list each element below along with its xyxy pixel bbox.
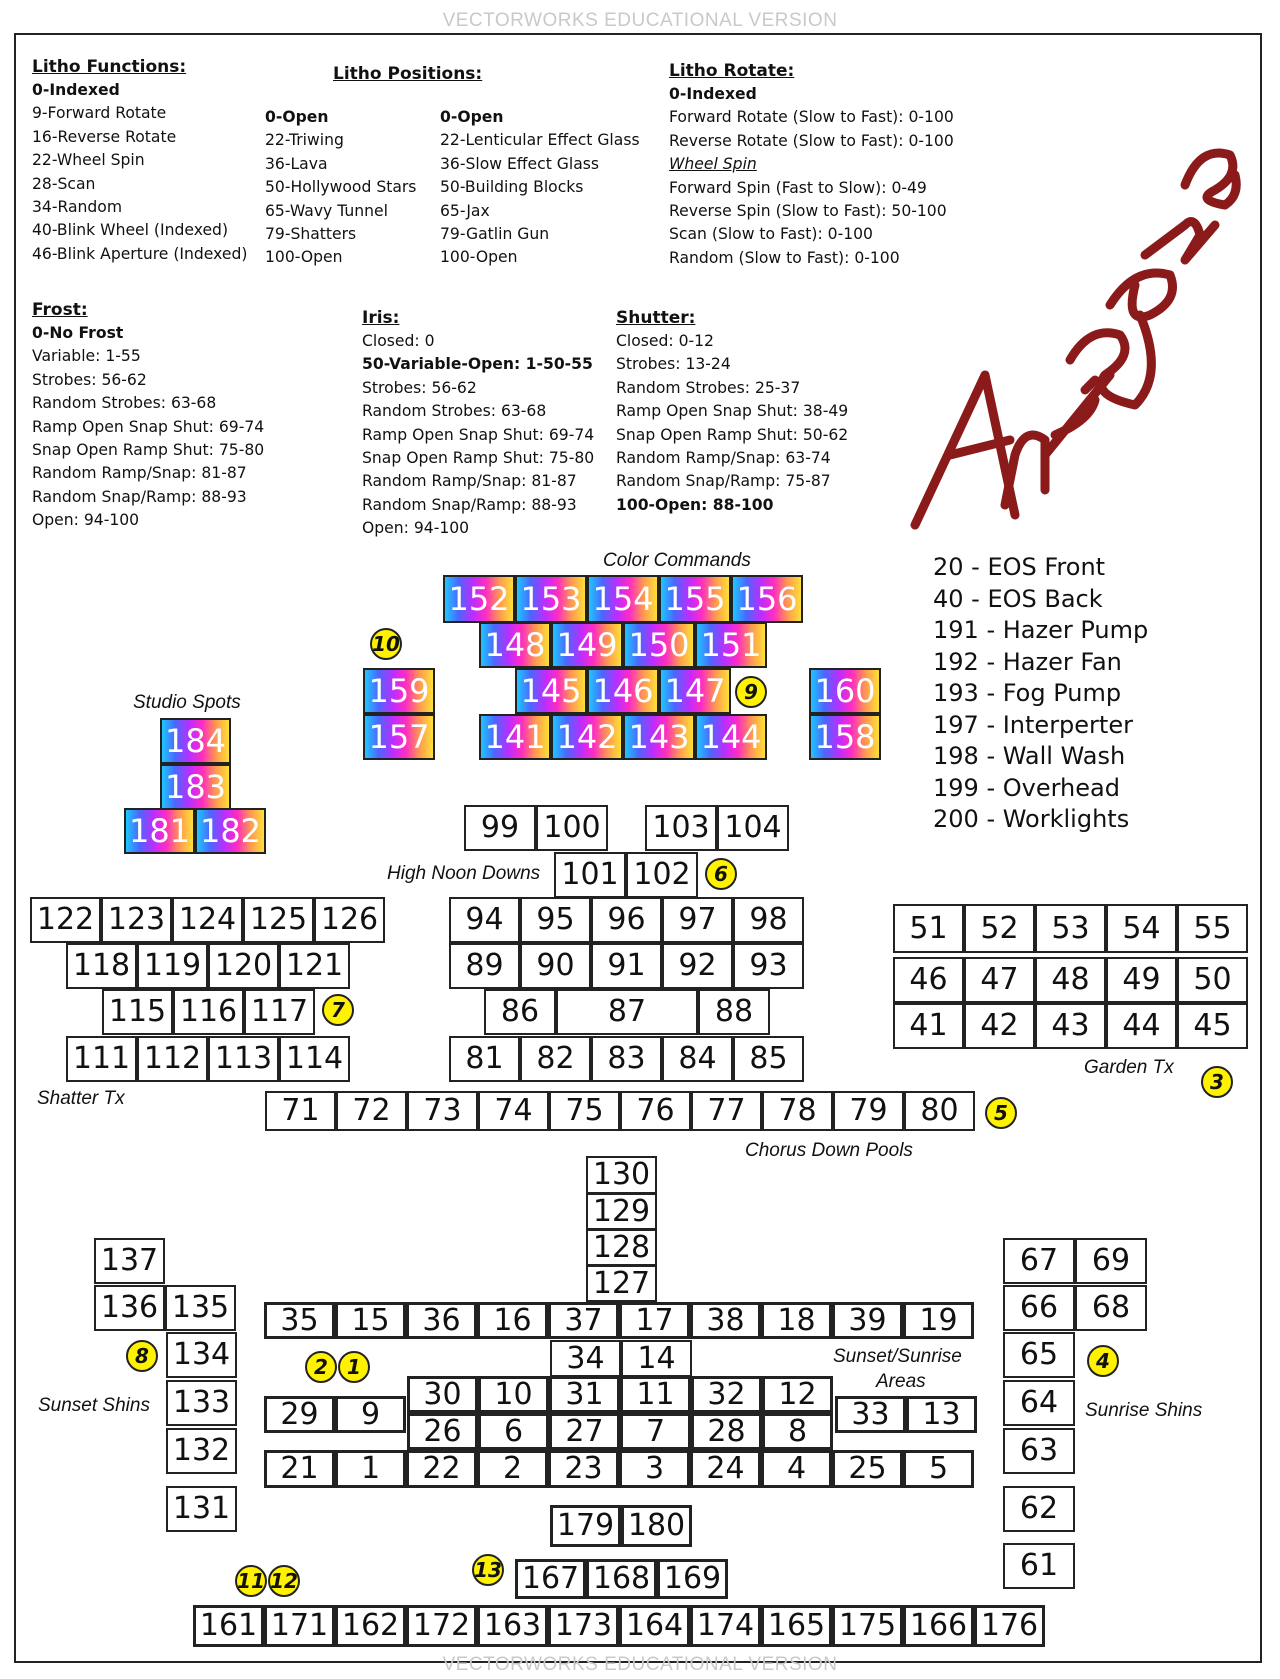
channel-cell: 43	[1035, 1003, 1106, 1049]
channel-cell: 83	[591, 1036, 662, 1082]
list-item: Snap Open Ramp Shut: 50-62	[616, 425, 849, 444]
channel-cell: 85	[733, 1036, 804, 1082]
channel-cell: 46	[893, 957, 964, 1003]
channel-cell: 149	[551, 622, 623, 668]
list-item: Ramp Open Snap Shut: 69-74	[362, 425, 595, 444]
channel-cell: 162	[335, 1605, 406, 1647]
litho-functions-title: Litho Functions:	[32, 57, 187, 77]
list-item: 100-Open	[440, 248, 518, 267]
channel-cell: 47	[964, 957, 1035, 1003]
channel-cell: 124	[172, 897, 243, 943]
channel-cell: 16	[477, 1302, 548, 1339]
list-item: 22-Lenticular Effect Glass	[440, 131, 640, 150]
channel-cell: 82	[520, 1036, 591, 1082]
channel-cell: 53	[1035, 904, 1106, 953]
channel-cell: 3	[619, 1450, 690, 1488]
frost-title: Frost:	[32, 300, 88, 320]
channel-cell: 115	[102, 989, 173, 1035]
channel-cell: 87	[556, 989, 698, 1035]
channel-cell: 79	[833, 1091, 904, 1131]
channel-cell: 11	[620, 1376, 691, 1413]
frost-section	[32, 298, 264, 533]
list-item: 50-Building Blocks	[440, 178, 584, 197]
channel-cell: 167	[515, 1559, 586, 1599]
channel-cell: 51	[893, 904, 964, 953]
list-item: Variable: 1-55	[32, 347, 141, 366]
channel-cell: 29	[264, 1396, 335, 1433]
channel-cell: 173	[548, 1605, 619, 1647]
channel-cell: 15	[335, 1302, 406, 1339]
channel-cell: 66	[1003, 1285, 1075, 1331]
list-item: Closed: 0-12	[616, 332, 714, 350]
channel-cell: 65	[1003, 1332, 1075, 1378]
channel-cell: 2	[477, 1450, 548, 1488]
channel-cell: 122	[30, 897, 101, 943]
channel-cell: 99	[464, 805, 536, 851]
number-badge: 8	[126, 1340, 158, 1372]
channel-cell: 37	[548, 1302, 619, 1339]
channel-cell: 166	[903, 1605, 974, 1647]
channel-cell: 113	[208, 1036, 279, 1082]
channel-cell: 30	[407, 1376, 478, 1413]
list-item: Scan (Slow to Fast): 0-100	[669, 225, 873, 244]
watermark-top: VECTORWORKS EDUCATIONAL VERSION	[442, 10, 838, 31]
channel-cell: 48	[1035, 957, 1106, 1003]
list-item: 22-Triwing	[265, 131, 344, 150]
shutter-bold-item: 100-Open: 88-100	[616, 495, 774, 514]
list-item: Snap Open Ramp Shut: 75-80	[32, 441, 265, 460]
channel-cell: 33	[835, 1396, 906, 1433]
list-item: 9-Forward Rotate	[32, 104, 167, 123]
channel-cell: 27	[549, 1413, 620, 1450]
watermark-bottom: VECTORWORKS EDUCATIONAL VERSION	[442, 1654, 838, 1675]
channel-cell: 95	[520, 897, 591, 943]
channel-cell: 129	[586, 1193, 657, 1230]
channel-cell: 120	[208, 943, 279, 989]
list-item: Random Ramp/Snap: 81-87	[362, 472, 577, 491]
channel-cell: 146	[587, 668, 659, 714]
number-badge: 5	[985, 1097, 1017, 1129]
channel-cell: 97	[662, 897, 733, 943]
list-item: Snap Open Ramp Shut: 75-80	[362, 449, 595, 468]
list-item: Forward Rotate (Slow to Fast): 0-100	[669, 108, 954, 127]
channel-cell: 61	[1003, 1543, 1075, 1589]
number-badge: 3	[1201, 1066, 1233, 1098]
channel-cell: 183	[160, 764, 231, 810]
list-item: Open: 94-100	[362, 519, 470, 538]
channel-cell: 36	[406, 1302, 477, 1339]
channel-cell: 64	[1003, 1380, 1075, 1426]
channel-cell: 88	[698, 989, 770, 1035]
label-sunrise-shins: Sunrise Shins	[1085, 1400, 1203, 1421]
channel-cell: 14	[621, 1340, 692, 1377]
iris-section	[362, 306, 594, 541]
channel-cell: 91	[591, 943, 662, 989]
channel-cell: 159	[363, 668, 435, 714]
channel-cell: 72	[336, 1091, 407, 1131]
list-item: Random Ramp/Snap: 63-74	[616, 449, 831, 468]
channel-cell: 160	[809, 668, 881, 714]
channel-cell: 34	[550, 1340, 621, 1377]
litho-rotate-title: Litho Rotate:	[669, 61, 795, 81]
number-badge: 7	[322, 994, 354, 1026]
antigone-signature	[895, 75, 1255, 555]
channel-cell: 141	[479, 714, 551, 760]
channel-cell: 52	[964, 904, 1035, 953]
channel-cell: 101	[554, 852, 626, 898]
channel-cell: 169	[657, 1559, 728, 1599]
channel-cell: 130	[586, 1156, 657, 1194]
channel-cell: 161	[193, 1605, 264, 1647]
number-badge: 9	[735, 676, 767, 708]
list-item: 100-Open	[265, 248, 343, 267]
litho-functions-default: 0-Indexed	[32, 81, 120, 99]
list-item: Reverse Rotate (Slow to Fast): 0-100	[669, 131, 954, 150]
litho-positions-col2-default: 0-Open	[440, 108, 504, 126]
channel-cell: 63	[1003, 1428, 1075, 1474]
frost-default: 0-No Frost	[32, 324, 124, 342]
channel-cell: 96	[591, 897, 662, 943]
channel-cell: 180	[621, 1505, 692, 1547]
list-item: Random Snap/Ramp: 75-87	[616, 472, 831, 491]
channel-cell: 116	[173, 989, 244, 1035]
litho-positions-col2	[440, 106, 640, 270]
channel-cell: 68	[1075, 1285, 1147, 1331]
channel-cell: 123	[101, 897, 172, 943]
channel-cell: 74	[478, 1091, 549, 1131]
channel-cell: 55	[1177, 904, 1248, 953]
channel-cell: 155	[659, 575, 731, 623]
litho-rotate-default: 0-Indexed	[669, 85, 757, 103]
label-studio-spots: Studio Spots	[133, 692, 241, 713]
list-item: 28-Scan	[32, 174, 96, 193]
channel-cell: 147	[659, 668, 731, 714]
number-badge: 11	[235, 1565, 267, 1597]
list-item: 34-Random	[32, 198, 123, 217]
channel-cell: 39	[832, 1302, 903, 1339]
legend-item: 200 - Worklights	[933, 805, 1130, 833]
channel-cell: 136	[94, 1285, 165, 1331]
list-item: Strobes: 56-62	[362, 378, 477, 397]
channel-cell: 175	[832, 1605, 903, 1647]
litho-functions-section	[32, 55, 247, 266]
channel-cell: 31	[549, 1376, 620, 1413]
legend-item: 20 - EOS Front	[933, 553, 1106, 581]
list-item: 36-Slow Effect Glass	[440, 154, 600, 173]
channel-cell: 181	[124, 808, 195, 854]
list-item: 65-Jax	[440, 201, 490, 220]
label-shatter: Shatter Tx	[37, 1088, 125, 1109]
channel-cell: 5	[903, 1450, 974, 1488]
channel-cell: 92	[662, 943, 733, 989]
list-item: Closed: 0	[362, 332, 435, 350]
channel-cell: 102	[626, 852, 698, 898]
channel-cell: 12	[762, 1376, 833, 1413]
channel-cell: 54	[1106, 904, 1177, 953]
channel-cell: 13	[906, 1396, 977, 1433]
channel-cell: 172	[406, 1605, 477, 1647]
label-chorus: Chorus Down Pools	[745, 1140, 913, 1161]
channel-cell: 1	[335, 1450, 406, 1488]
channel-cell: 157	[363, 714, 435, 760]
list-item: Random Strobes: 63-68	[362, 402, 547, 421]
channel-cell: 28	[691, 1413, 762, 1450]
label-garden: Garden Tx	[1084, 1057, 1174, 1078]
list-item: 79-Gatlin Gun	[440, 225, 550, 244]
channel-cell: 7	[620, 1413, 691, 1450]
channel-cell: 145	[515, 668, 587, 714]
label-areas: Areas	[876, 1371, 926, 1392]
list-item: 79-Shatters	[265, 225, 357, 244]
channel-cell: 89	[449, 943, 520, 989]
channel-cell: 98	[733, 897, 804, 943]
channel-cell: 45	[1177, 1003, 1248, 1049]
iris-title: Iris:	[362, 308, 400, 328]
channel-cell: 121	[279, 943, 350, 989]
number-badge: 6	[705, 858, 737, 890]
channel-cell: 19	[903, 1302, 974, 1339]
legend-item: 199 - Overhead	[933, 773, 1120, 802]
number-badge: 2	[305, 1351, 337, 1383]
channel-cell: 151	[695, 622, 767, 668]
list-item: Strobes: 13-24	[616, 355, 731, 374]
list-item: Ramp Open Snap Shut: 38-49	[616, 402, 849, 421]
channel-cell: 111	[66, 1036, 137, 1082]
channel-cell: 23	[548, 1450, 619, 1488]
channel-cell: 67	[1003, 1238, 1075, 1284]
label-sunset-shins: Sunset Shins	[38, 1395, 150, 1416]
channel-cell: 86	[484, 989, 556, 1035]
legend-item: 192 - Hazer Fan	[933, 647, 1122, 676]
channel-cell: 125	[243, 897, 314, 943]
channel-cell: 76	[620, 1091, 691, 1131]
channel-cell: 135	[165, 1285, 236, 1331]
channel-cell: 38	[690, 1302, 761, 1339]
channel-cell: 112	[137, 1036, 208, 1082]
channel-cell: 35	[264, 1302, 335, 1339]
channel-cell: 21	[264, 1450, 335, 1488]
list-item: Strobes: 56-62	[32, 370, 147, 389]
channel-cell: 132	[166, 1428, 237, 1474]
channel-cell: 93	[733, 943, 804, 989]
channel-cell: 73	[407, 1091, 478, 1131]
channel-cell: 75	[549, 1091, 620, 1131]
channel-cell: 174	[690, 1605, 761, 1647]
channel-cell: 90	[520, 943, 591, 989]
list-item: 22-Wheel Spin	[32, 151, 145, 170]
legend-item: 193 - Fog Pump	[933, 679, 1122, 707]
number-badge: 10	[370, 628, 402, 660]
list-item: 16-Reverse Rotate	[32, 127, 177, 146]
channel-cell: 133	[166, 1380, 237, 1426]
channel-cell: 114	[279, 1036, 350, 1082]
channel-cell: 100	[536, 805, 608, 851]
channel-cell: 77	[691, 1091, 762, 1131]
channel-cell: 134	[166, 1332, 237, 1378]
channel-cell: 118	[66, 943, 137, 989]
shutter-section	[616, 306, 848, 517]
legend-item: 197 - Interperter	[933, 710, 1133, 739]
list-item: Random Strobes: 25-37	[616, 378, 801, 397]
litho-positions-title: Litho Positions:	[333, 64, 483, 84]
list-item: Random (Slow to Fast): 0-100	[669, 248, 900, 267]
list-item: Forward Spin (Fast to Slow): 0-49	[669, 178, 927, 197]
list-item: 46-Blink Aperture (Indexed)	[32, 244, 248, 263]
channel-cell: 103	[645, 805, 717, 851]
list-item: 65-Wavy Tunnel	[265, 201, 388, 220]
channel-cell: 71	[265, 1091, 336, 1131]
channel-cell: 6	[478, 1413, 549, 1450]
shutter-title: Shutter:	[616, 308, 696, 328]
channel-cell: 10	[478, 1376, 549, 1413]
legend-item: 191 - Hazer Pump	[933, 616, 1149, 644]
channel-cell: 81	[449, 1036, 520, 1082]
iris-bold-item: 50-Variable-Open: 1-50-55	[362, 355, 593, 374]
list-item: Random Strobes: 63-68	[32, 394, 217, 413]
channel-cell: 4	[761, 1450, 832, 1488]
channel-cell: 8	[762, 1413, 833, 1450]
list-item: Random Ramp/Snap: 81-87	[32, 464, 247, 483]
channel-cell: 62	[1003, 1486, 1075, 1532]
channel-cell: 156	[731, 575, 803, 623]
channel-cell: 26	[407, 1413, 478, 1450]
litho-rotate-subtitle: Wheel Spin	[669, 155, 757, 174]
channel-cell: 164	[619, 1605, 690, 1647]
channel-cell: 182	[195, 808, 266, 854]
label-color-commands: Color Commands	[603, 550, 751, 571]
channel-cell: 80	[904, 1091, 975, 1131]
channel-cell: 69	[1075, 1238, 1147, 1284]
channel-cell: 142	[551, 714, 623, 760]
list-item: 36-Lava	[265, 154, 328, 173]
channel-cell: 152	[443, 575, 515, 623]
channel-cell: 41	[893, 1003, 964, 1049]
list-item: Ramp Open Snap Shut: 69-74	[32, 417, 265, 436]
channel-cell: 158	[809, 714, 881, 760]
number-badge: 13	[472, 1554, 504, 1586]
channel-cell: 32	[691, 1376, 762, 1413]
channel-cell: 137	[94, 1238, 165, 1284]
list-item: Random Snap/Ramp: 88-93	[362, 495, 577, 514]
channel-cell: 179	[550, 1505, 621, 1547]
channel-cell: 78	[762, 1091, 833, 1131]
channel-cell: 165	[761, 1605, 832, 1647]
channel-cell: 153	[515, 575, 587, 623]
channel-cell: 171	[264, 1605, 335, 1647]
channel-cell: 18	[761, 1302, 832, 1339]
channel-cell: 24	[690, 1450, 761, 1488]
label-sunset-sunrise: Sunset/Sunrise	[833, 1346, 962, 1367]
channel-cell: 84	[662, 1036, 733, 1082]
litho-positions-col1	[265, 106, 416, 270]
channel-cell: 176	[974, 1605, 1045, 1647]
list-item: Reverse Spin (Slow to Fast): 50-100	[669, 202, 947, 221]
channel-cell: 126	[314, 897, 385, 943]
channel-cell: 50	[1177, 957, 1248, 1003]
channel-cell: 143	[623, 714, 695, 760]
channel-cell: 127	[586, 1265, 657, 1302]
number-badge: 1	[338, 1351, 370, 1383]
channel-cell: 119	[137, 943, 208, 989]
channel-cell: 44	[1106, 1003, 1177, 1049]
list-item: 50-Hollywood Stars	[265, 178, 417, 197]
channel-cell: 49	[1106, 957, 1177, 1003]
channel-cell: 25	[832, 1450, 903, 1488]
channel-cell: 104	[717, 805, 789, 851]
channel-cell: 154	[587, 575, 659, 623]
channel-cell: 148	[479, 622, 551, 668]
channel-cell: 144	[695, 714, 767, 760]
channel-cell: 168	[586, 1559, 657, 1599]
label-high-noon: High Noon Downs	[387, 863, 541, 884]
channel-legend	[933, 552, 1148, 836]
channel-cell: 94	[449, 897, 520, 943]
list-item: Random Snap/Ramp: 88-93	[32, 487, 247, 506]
number-badge: 4	[1087, 1345, 1119, 1377]
legend-item: 40 - EOS Back	[933, 584, 1103, 613]
channel-cell: 42	[964, 1003, 1035, 1049]
channel-cell: 128	[586, 1229, 657, 1266]
list-item: Open: 94-100	[32, 511, 140, 530]
channel-cell: 9	[335, 1396, 406, 1433]
channel-cell: 22	[406, 1450, 477, 1488]
list-item: 40-Blink Wheel (Indexed)	[32, 221, 229, 240]
channel-cell: 131	[166, 1486, 237, 1532]
legend-item: 198 - Wall Wash	[933, 742, 1126, 770]
litho-positions-col1-default: 0-Open	[265, 108, 329, 126]
channel-cell: 184	[160, 718, 231, 764]
number-badge: 12	[268, 1565, 300, 1597]
channel-cell: 163	[477, 1605, 548, 1647]
channel-cell: 117	[244, 989, 315, 1035]
channel-cell: 150	[623, 622, 695, 668]
channel-cell: 17	[619, 1302, 690, 1339]
